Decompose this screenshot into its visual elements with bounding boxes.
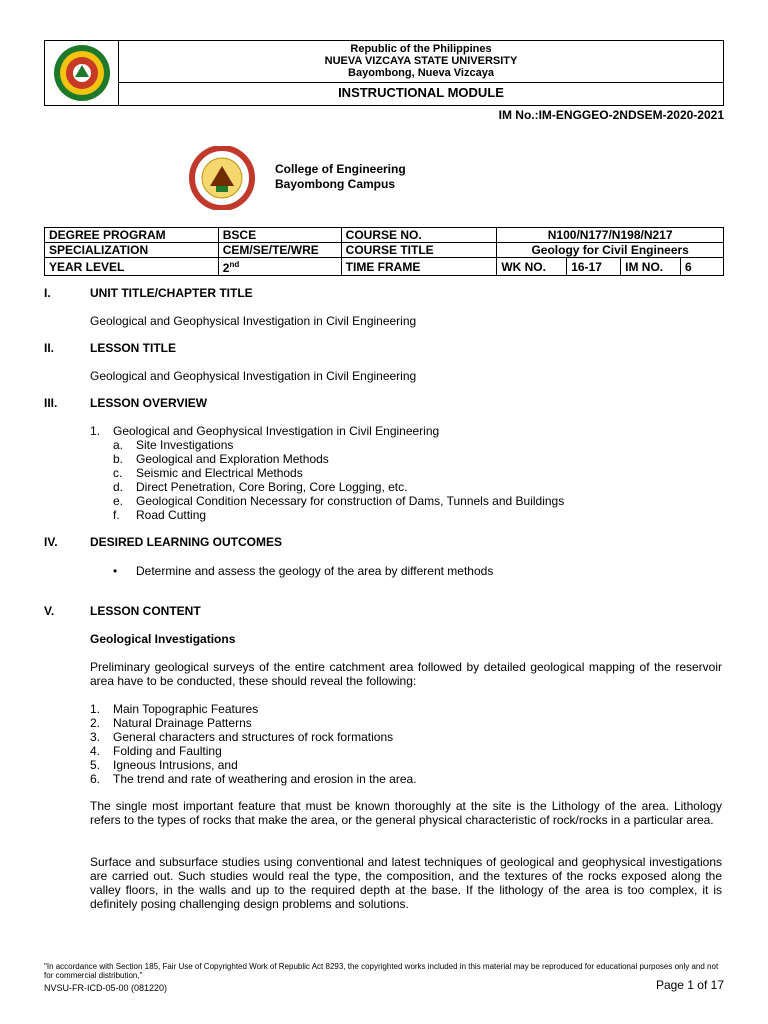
course-info-table	[44, 227, 724, 276]
list-item	[90, 716, 417, 730]
course-title-label: COURSE TITLE	[341, 243, 497, 258]
section-2-title: LESSON TITLE	[90, 341, 177, 355]
table-row	[45, 258, 724, 276]
list-item	[90, 744, 417, 758]
list-marker: c.	[113, 466, 123, 480]
year-level-number: 2	[222, 261, 230, 275]
list-text: Igneous Intrusions, and	[113, 758, 238, 772]
section-2-number: II.	[44, 341, 55, 355]
features-list	[90, 702, 417, 786]
section-4-title: DESIRED LEARNING OUTCOMES	[90, 535, 283, 549]
list-marker: 5.	[90, 758, 101, 772]
wk-no-value: 16-17	[567, 258, 621, 276]
list-marker: 4.	[90, 744, 101, 758]
year-level-label: YEAR LEVEL	[45, 258, 219, 276]
list-text: Main Topographic Features	[113, 702, 259, 716]
overview-item-number: 1.	[90, 424, 101, 438]
list-item	[113, 466, 564, 480]
outcome-text: Determine and assess the geology of the area by different methods	[136, 564, 494, 578]
list-item	[90, 702, 417, 716]
list-text: Direct Penetration, Core Boring, Core Logging, etc.	[136, 480, 408, 494]
section-2-body: Geological and Geophysical Investigation in Civil Engineering	[90, 369, 417, 383]
section-1-title: UNIT TITLE/CHAPTER TITLE	[90, 286, 253, 300]
list-text: Geological and Exploration Methods	[136, 452, 329, 466]
list-item	[90, 758, 417, 772]
list-marker: d.	[113, 480, 124, 494]
section-1-body: Geological and Geophysical Investigation in Civil Engineering	[90, 314, 417, 328]
list-marker: 1.	[90, 702, 101, 716]
list-text: Geological Condition Necessary for construction of Dams, Tunnels and Buildings	[136, 494, 565, 508]
section-5-title: LESSON CONTENT	[90, 604, 201, 618]
list-marker: 6.	[90, 772, 101, 786]
course-no-value: N100/N177/N198/N217	[497, 228, 724, 243]
section-3-number: III.	[44, 396, 58, 410]
section-4-number: IV.	[44, 535, 58, 549]
content-paragraph-1: Preliminary geological surveys of the entire catchment area followed by detailed geological mapping of the reservoir area have to be conducted, these should reveal the following:	[90, 660, 722, 688]
list-text: Site Investigations	[136, 438, 234, 452]
republic-text: Republic of the Philippines	[350, 43, 492, 55]
content-subheading: Geological Investigations	[90, 632, 236, 646]
content-paragraph-3: Surface and subsurface studies using conventional and latest techniques of geological and geophysical investigations are carried out. Such studies would real the type, the composition, and the textures of the rocks exposed along the valley floors, in the walls and up to the required depth at the base. If the lithology of the area is too complex, it is definitely posing challenging design problems and solutions.	[90, 855, 722, 911]
college-campus: Bayombong Campus	[275, 177, 396, 191]
list-text: Natural Drainage Patterns	[113, 716, 252, 730]
header-box	[44, 40, 724, 106]
table-row	[45, 228, 724, 243]
list-marker: e.	[113, 494, 124, 508]
list-marker: f.	[113, 508, 120, 522]
overview-sub-list	[113, 438, 564, 522]
table-row	[45, 243, 724, 258]
list-marker: 2.	[90, 716, 101, 730]
overview-item-text: Geological and Geophysical Investigation in Civil Engineering	[113, 424, 440, 438]
list-text: Folding and Faulting	[113, 744, 222, 758]
form-code: NVSU-FR-ICD-05-00 (081220)	[44, 983, 168, 993]
year-level-suffix: nd	[229, 260, 240, 269]
university-location: Bayombong, Nueva Vizcaya	[348, 67, 494, 79]
university-name: NUEVA VIZCAYA STATE UNIVERSITY	[324, 55, 518, 67]
module-title: INSTRUCTIONAL MODULE	[338, 85, 504, 100]
list-text: Road Cutting	[136, 508, 207, 522]
specialization-label: SPECIALIZATION	[45, 243, 219, 258]
list-marker: b.	[113, 452, 124, 466]
list-item	[90, 730, 417, 744]
list-item	[113, 494, 564, 508]
list-item	[113, 452, 564, 466]
content-paragraph-2: The single most important feature that must be known thoroughly at the site is the Lithology of the area. Lithology refers to the types of rocks that make the area, or the general physical characteristic of rock/rocks in a particular area.	[90, 799, 722, 827]
wk-no-label: WK NO.	[497, 258, 567, 276]
im-no-label: IM NO.	[621, 258, 681, 276]
page-number: Page 1 of 17	[655, 978, 724, 992]
header-divider	[119, 82, 723, 83]
time-frame-label: TIME FRAME	[341, 258, 497, 276]
list-marker: a.	[113, 438, 124, 452]
college-block	[275, 162, 406, 192]
list-item	[113, 438, 564, 452]
list-marker: 3.	[90, 730, 101, 744]
outcome-bullet: •	[113, 564, 118, 578]
list-text: The trend and rate of weathering and erosion in the area.	[113, 772, 417, 786]
list-text: General characters and structures of rock formations	[113, 730, 394, 744]
specialization-value: CEM/SE/TE/WRE	[218, 243, 341, 258]
year-level-value	[218, 258, 341, 276]
copyright-note: "In accordance with Section 185, Fair Use of Copyrighted Work of Republic Act 8293, the copyrighted works included in this material may be reproduced for educational purposes only and not for commercial distribution,"	[44, 962, 719, 980]
university-seal-icon	[49, 43, 115, 103]
degree-program-value: BSCE	[218, 228, 341, 243]
list-text: Seismic and Electrical Methods	[136, 466, 303, 480]
course-no-label: COURSE NO.	[341, 228, 497, 243]
list-item	[90, 772, 417, 786]
im-no-value: 6	[681, 258, 724, 276]
section-3-title: LESSON OVERVIEW	[90, 396, 208, 410]
list-item	[113, 508, 564, 522]
header-logo-cell	[45, 41, 119, 105]
degree-program-label: DEGREE PROGRAM	[45, 228, 219, 243]
course-title-value: Geology for Civil Engineers	[497, 243, 724, 258]
college-seal-icon	[182, 146, 262, 210]
section-1-number: I.	[44, 286, 51, 300]
im-number: IM No.:IM-ENGGEO-2NDSEM-2020-2021	[498, 108, 724, 122]
college-name: College of Engineering	[275, 162, 406, 176]
list-item	[113, 480, 564, 494]
section-5-number: V.	[44, 604, 55, 618]
